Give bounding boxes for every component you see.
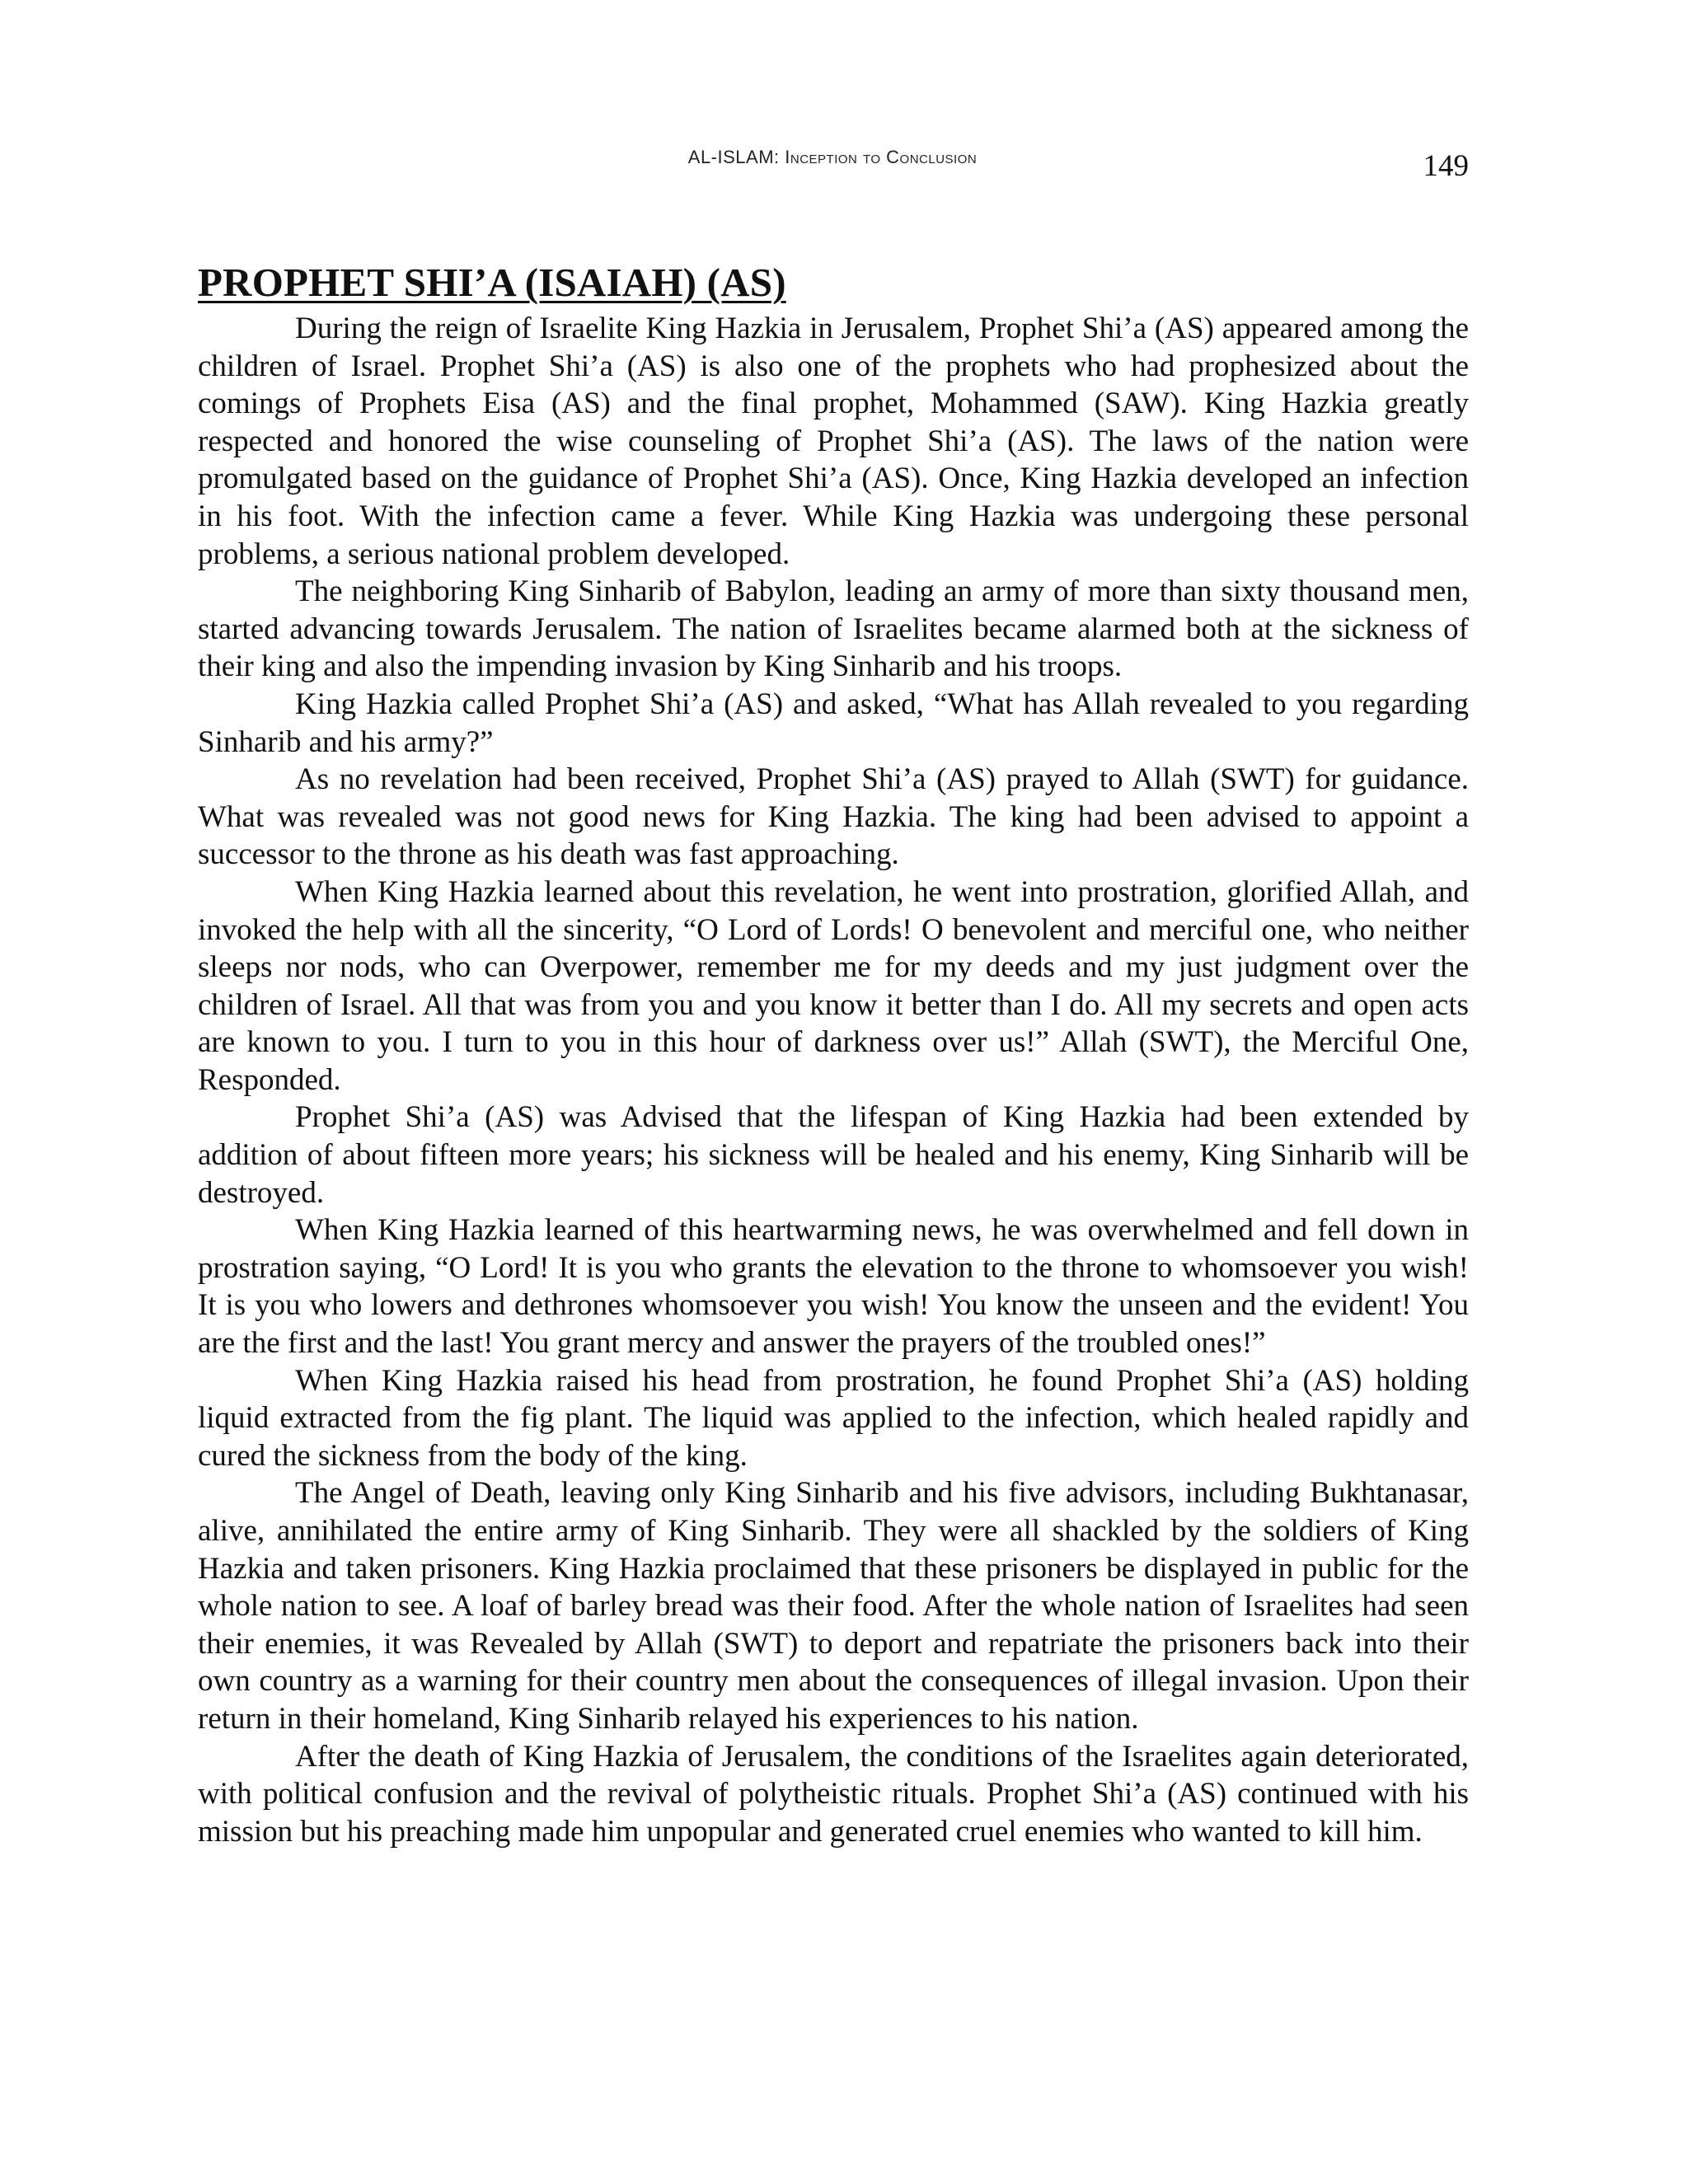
paragraph: After the death of King Hazkia of Jerusalem, the conditions of the Israelites again deteriorated, with political confusion and the revival of polytheistic rituals. Prophet Shi’a (AS) continued with his mission but his preaching made him unpopular and generated cruel enemies who wanted to kill him.: [198, 1739, 1469, 1849]
running-header: AL-ISLAM: Inception to Conclusion: [687, 147, 978, 167]
paragraph: The Angel of Death, leaving only King Sinharib and his five advisors, including Bukhtanasar, alive, annihilated the entire army of King Sinharib. They were all shackled by the soldiers of King Hazkia and taken prisoners. King Hazkia proclaimed that these prisoners be displayed in public for the whole nation to see. A loaf of barley bread was their food. After the whole nation of Israelites had seen their enemies, it was Revealed by Allah (SWT) to deport and repatriate the prisoners back into their own country as a warning for their country men about the consequences of illegal invasion. Upon their return in their homeland, King Sinharib relayed his experiences to his nation.: [198, 1476, 1469, 1736]
paragraph: The neighboring King Sinharib of Babylon, leading an army of more than sixty thousand men, started advancing towards Jerusalem. The nation of Israelites became alarmed both at the sickness of their king and also the impending invasion by King Sinharib and his troops.: [198, 574, 1469, 684]
page-body: [198, 257, 1469, 1850]
paragraph: As no revelation had been received, Prophet Shi’a (AS) prayed to Allah (SWT) for guidance. What was revealed was not good news for King Hazkia. The king had been advised to appoint a successor to the throne as his death was fast approaching.: [198, 762, 1469, 872]
paragraph: Prophet Shi’a (AS) was Advised that the lifespan of King Hazkia had been extended by addition of about fifteen more years; his sickness will be healed and his enemy, King Sinharib will be destroyed.: [198, 1100, 1469, 1210]
paragraph: During the reign of Israelite King Hazkia in Jerusalem, Prophet Shi’a (AS) appeared among the children of Israel. Prophet Shi’a (AS) is also one of the prophets who had prophesized about the comings of Prophets Eisa (AS) and the final prophet, Mohammed (SAW). King Hazkia greatly respected and honored the wise counseling of Prophet Shi’a (AS). The laws of the nation were promulgated based on the guidance of Prophet Shi’a (AS). Once, King Hazkia developed an infection in his foot. With the infection came a fever. While King Hazkia was undergoing these personal problems, a serious national problem developed.: [198, 312, 1469, 571]
paragraph: King Hazkia called Prophet Shi’a (AS) and asked, “What has Allah revealed to you regarding Sinharib and his army?”: [198, 687, 1469, 759]
page-number: 149: [1423, 149, 1469, 183]
paragraph: When King Hazkia raised his head from prostration, he found Prophet Shi’a (AS) holding liquid extracted from the fig plant. The liquid was applied to the infection, which healed rapidly and cured the sickness from the body of the king.: [198, 1363, 1469, 1473]
chapter-title: PROPHET SHI’A (ISAIAH) (AS): [198, 260, 786, 305]
paragraph: When King Hazkia learned of this heartwarming news, he was overwhelmed and fell down in prostration saying, “O Lord! It is you who grants the elevation to the throne to whomsoever you wish! It is you who lowers and dethrones whomsoever you wish! You know the unseen and the evident! You are the first and the last! You grant mercy and answer the prayers of the troubled ones!”: [198, 1213, 1469, 1361]
paragraph: When King Hazkia learned about this revelation, he went into prostration, glorified Allah, and invoked the help with all the sincerity, “O Lord of Lords! O benevolent and merciful one, who neither sleeps nor nods, who can Overpower, remember me for my deeds and my just judgment over the children of Israel. All that was from you and you know it better than I do. All my secrets and open acts are known to you. I turn to you in this hour of darkness over us!” Allah (SWT), the Merciful One, Responded.: [198, 874, 1469, 1097]
